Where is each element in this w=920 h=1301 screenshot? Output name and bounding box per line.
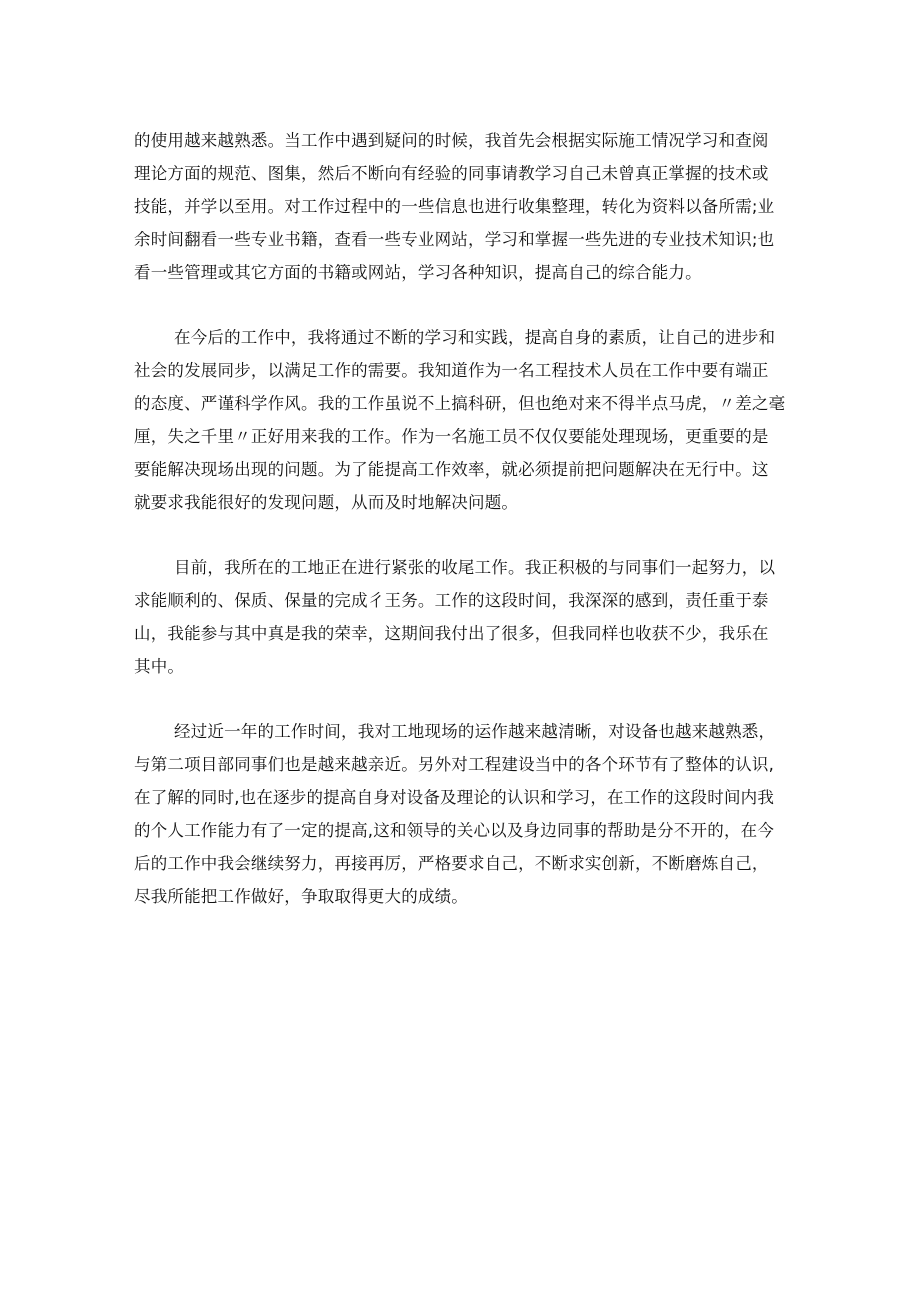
- text-line: 与第二项目部同事们也是越来越亲近。另外对工程建设当中的各个环节有了整体的认识,: [134, 755, 775, 774]
- text-line: 的使用越来越熟悉。当工作中遇到疑问的时候，我首先会根据实际施工情况学习和查阅: [134, 131, 769, 150]
- document-body: [134, 124, 794, 945]
- text-line: 目前，我所在的工地正在进行紧张的收尾工作。我正积极的与同事们一起努力，以: [174, 558, 776, 577]
- text-line: 社会的发展同步，以满足工作的需要。我知道作为一名工程技术人员在工作中要有端正: [134, 361, 769, 380]
- text-line: 看一些管理或其它方面的书籍或网站，学习各种知识，提高自己的综合能力。: [134, 263, 702, 282]
- text-line: 余时间翻看一些专业书籍，查看一些专业网站，学习和掌握一些先进的专业技术知识;也: [134, 230, 775, 249]
- text-line: 经过近一年的工作时间，我对工地现场的运作越来越清晰，对设备也越来越熟悉，: [174, 722, 776, 741]
- text-line: 要能解决现场出现的问题。为了能提高工作效率，就必须提前把问题解决在无行中。这: [134, 460, 769, 479]
- text-line: 后的工作中我会继续努力，再接再厉，严格要求自己，不断求实创新，不断磨炼自己，: [134, 854, 769, 873]
- paragraph-2: [134, 321, 794, 519]
- paragraph-4: [134, 715, 794, 913]
- text-line: 其中。: [134, 657, 185, 676]
- text-line: 在了解的同时,也在逐步的提高自身对设备及理论的认识和学习，在工作的这段时间内我: [134, 788, 775, 807]
- text-line: 求能顺利的、保质、保量的完成彳王务。工作的这段时间，我深深的感到，责任重于泰: [134, 591, 769, 610]
- text-line: 理论方面的规范、图集，然后不断向有经验的同事请教学习自己未曾真正掌握的技术或: [134, 164, 769, 183]
- paragraph-3: [134, 551, 794, 683]
- text-line: 的个人工作能力有了一定的提高,这和领导的关心以及身边同事的帮助是分不开的，在今: [134, 821, 775, 840]
- text-line: 尽我所能把工作做好，争取取得更大的成绩。: [134, 887, 468, 906]
- text-line: 技能，并学以至用。对工作过程中的一些信息也进行收集整理，转化为资料以备所需;业: [134, 197, 775, 216]
- text-line: 的态度、严谨科学作风。我的工作虽说不上搞科研，但也绝对来不得半点马虎，〃差之毫: [134, 394, 786, 413]
- paragraph-1: [134, 124, 794, 289]
- text-line: 就要求我能很好的发现问题，从而及时地解决问题。: [134, 493, 519, 512]
- text-line: 厘，失之千里〃正好用来我的工作。作为一名施工员不仅仅要能处理现场，更重要的是: [134, 427, 769, 446]
- text-line: 在今后的工作中，我将通过不断的学习和实践，提高自身的素质，让自己的进步和: [174, 328, 776, 347]
- text-line: 山，我能参与其中真是我的荣幸，这期间我付出了很多，但我同样也收获不少，我乐在: [134, 624, 769, 643]
